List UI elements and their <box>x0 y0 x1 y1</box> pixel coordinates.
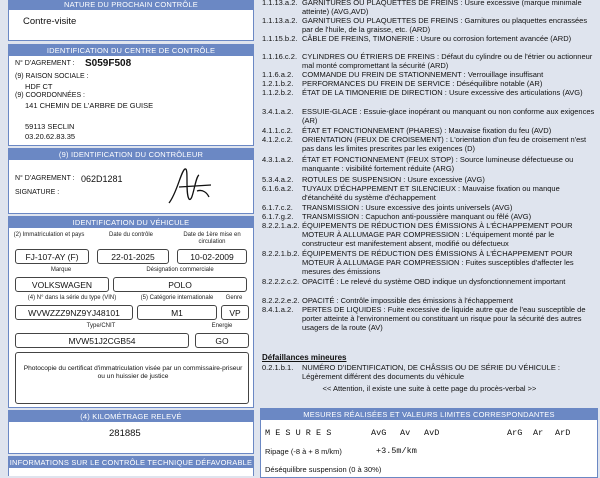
immat-field: FJ-107-AY (F) <box>15 249 89 264</box>
mesures-label: M E S U R E S <box>265 428 332 438</box>
genre-label: Genre <box>225 295 243 301</box>
photocopie-text: Photocopie du certificat d'immatriculation visée par un commissaire-priseur ou un huissier de justice <box>23 365 243 380</box>
defect-code: 1.1.6.a.2. <box>262 70 294 79</box>
mesures-panel <box>260 408 598 478</box>
defect-code: 1.1.16.c.2. <box>262 52 298 61</box>
mesures-col-ard: ArD <box>555 428 571 438</box>
immat-label: (2) Immatriculation et pays <box>13 232 85 238</box>
defect-text: CÂBLE DE FREINS, TIMONERIE : Usure ou corrosion fortement avancée (ARD) <box>302 34 572 43</box>
defect-text: TRANSMISSION : Capuchon anti-poussière manquant ou fêlé (AVG) <box>302 212 532 221</box>
marque-field: VOLKSWAGEN <box>15 277 109 292</box>
defect-text: ÉTAT ET FONCTIONNEMENT (FEUX STOP) : Source lumineuse défectueuse ou manquante : visibilité fortement réduite (ARG) <box>302 155 574 173</box>
defect-text: ÉTAT ET FONCTIONNEMENT (PHARES) : Mauvaise fixation du feu (AVD) <box>302 126 552 135</box>
defect-text: ÉTAT DE LA TIMONERIE DE DIRECTION : Usure excessive des articulations (AVG) <box>302 88 583 97</box>
mesures-col-arg: ArG <box>507 428 523 438</box>
vehicule-header: IDENTIFICATION DU VÉHICULE <box>9 217 253 228</box>
defect-code: 1.2.1.b.2. <box>262 79 294 88</box>
date-controle-label: Date du contrôle <box>108 232 154 238</box>
controleur-panel <box>8 148 254 214</box>
marque-label: Marque <box>50 267 72 273</box>
date-controle-field: 22-01-2025 <box>97 249 169 264</box>
ripage-label: Ripage (-8 à + 8 m/km) <box>265 447 342 456</box>
defect-line <box>262 249 597 276</box>
type-label: Type/CNIT <box>86 323 116 329</box>
defect-code: 6.1.7.g.2. <box>262 212 294 221</box>
attention-note: << Attention, il existe une suite à cette page du procès-verbal >> <box>322 384 537 393</box>
date1-field: 10-02-2009 <box>177 249 247 264</box>
defect-text: OPACITÉ : Le relevé du système OBD indique un dysfonctionnement important <box>302 277 566 286</box>
kilometrage-panel <box>8 410 254 454</box>
defect-line <box>262 221 597 248</box>
defect-line <box>262 126 597 135</box>
controleur-header: (9) IDENTIFICATION DU CONTRÔLEUR <box>9 149 253 160</box>
mesures-header: MESURES RÉALISÉES ET VALEURS LIMITES CORRESPONDANTES <box>261 409 597 420</box>
defect-code: 1.1.13.a.2. <box>262 0 298 7</box>
defect-code: 8.2.2.2.e.2. <box>262 296 300 305</box>
mesures-col-av: Av <box>400 428 411 438</box>
defect-text: ÉQUIPEMENTS DE RÉDUCTION DES ÉMISSIONS À L'ÉCHAPPEMENT POUR MOTEUR À ALLUMAGE PAR COMPRESSION : L'équipement monté par le constructeur est manifestement absent, modifié ou défectueux <box>302 221 573 248</box>
raison-sociale-label: (9) RAISON SOCIALE : <box>15 73 89 80</box>
infos-defavorable-header: INFORMATIONS SUR LE CONTRÔLE TECHNIQUE DÉFAVORABLE <box>9 458 253 467</box>
defect-line <box>262 175 597 184</box>
mineure-line <box>262 363 597 381</box>
categorie-label: (5) Catégorie internationale <box>140 295 214 301</box>
mesures-col-avg: AvG <box>371 428 387 438</box>
photocopie-box <box>15 352 249 404</box>
defect-line <box>262 277 597 286</box>
ripage-value: +3.5m/km <box>376 446 417 456</box>
defect-code: 1.1.13.a.2. <box>262 16 298 25</box>
centre-phone: 03.20.62.83.35 <box>25 132 76 141</box>
defect-line <box>262 184 597 202</box>
defect-text: COMMANDE DU FREIN DE STATIONNEMENT : Verrouillage insuffisant <box>302 70 544 79</box>
centre-header: IDENTIFICATION DU CENTRE DE CONTRÔLE <box>9 45 253 56</box>
defect-line <box>262 0 597 16</box>
defect-code: 4.1.1.c.2. <box>262 126 293 135</box>
defect-text: PERTES DE LIQUIDES : Fuite excessive de liquide autre que de l'eau susceptible de porter atteinte à l'environnement ou constituant un risque pour la sécurité des autres usagers de la route (AV) <box>302 305 586 332</box>
mineure-text: NUMÉRO D'IDENTIFICATION, DE CHÂSSIS OU DE SÉRIE DU VÉHICULE : Légèrement différent des documents du véhicule <box>302 363 560 381</box>
energie-field: GO <box>195 333 249 348</box>
defect-text: PERFORMANCES DU FREIN DE SERVICE : Déséquilibre notable (AR) <box>302 79 543 88</box>
defect-code: 8.2.2.2.c.2. <box>262 277 300 286</box>
energie-label: Energie <box>211 323 233 329</box>
defect-line <box>262 107 597 125</box>
defect-code: 1.1.15.b.2. <box>262 34 298 43</box>
coordonnees-label: (9) COORDONNÉES : <box>15 92 86 99</box>
defect-code: 3.4.1.a.2. <box>262 107 294 116</box>
centre-postal: 59113 SECLIN <box>25 122 75 131</box>
defect-code: 8.2.2.1.b.2. <box>262 249 300 258</box>
mesures-col-avd: AvD <box>424 428 440 438</box>
defect-text: GARNITURES OU PLAQUETTES DE FREINS : Garnitures ou plaquettes encrassées par de l'huile, de la graisse, etc. (ARD) <box>302 16 588 34</box>
defect-line <box>262 212 597 221</box>
prochain-controle-panel <box>8 0 254 41</box>
defect-line <box>262 155 597 173</box>
defect-text: GARNITURES OU PLAQUETTES DE FREINS : Usure excessive (marque minimale atteinte) (AVG,AVD) <box>302 0 582 16</box>
defect-code: 6.1.7.c.2. <box>262 203 293 212</box>
defect-line <box>262 34 597 43</box>
defect-line <box>262 70 597 79</box>
centre-agrement-label: N° D'AGREMENT : <box>15 60 75 67</box>
defect-code: 6.1.6.a.2. <box>262 184 294 193</box>
defect-text: ÉQUIPEMENTS DE RÉDUCTION DES ÉMISSIONS À L'ÉCHAPPEMENT POUR MOTEUR À ALLUMAGE PAR COMPRESSION : Fuites susceptibles d'affecter les mesures des émissions <box>302 249 574 276</box>
defect-text: ESSUIE-GLACE : Essuie-glace inopérant ou manquant ou non conforme aux exigences (AR) <box>302 107 595 125</box>
centre-address: 141 CHEMIN DE L'ARBRE DE GUISE <box>25 101 154 110</box>
defect-line <box>262 305 597 332</box>
vin-field: WVWZZZ9NZ9YJ48101 <box>15 305 133 320</box>
defect-text: TUYAUX D'ÉCHAPPEMENT ET SILENCIEUX : Mauvaise fixation ou manque d'étanchéité du système d'échappement <box>302 184 560 202</box>
defect-code: 4.1.2.c.2. <box>262 135 293 144</box>
next-measure-label: Déséquilibre suspension (0 à 30%) <box>265 465 382 474</box>
prochain-controle-value: Contre-visite <box>23 16 77 27</box>
defect-text: TRANSMISSION : Usure excessive des joints universels (AVG) <box>302 203 513 212</box>
designation-label: Désignation commerciale <box>146 267 214 273</box>
genre-field: VP <box>221 305 249 320</box>
centre-agrement-value: S059F508 <box>85 58 132 69</box>
defect-line <box>262 296 597 305</box>
defect-line <box>262 16 597 34</box>
vehicule-panel <box>8 216 254 408</box>
mineure-code: 0.2.1.b.1. <box>262 363 294 372</box>
defect-line <box>262 203 597 212</box>
controleur-agrement-label: N° D'AGREMENT : <box>15 175 75 182</box>
signature-label: SIGNATURE : <box>15 189 60 196</box>
defect-line <box>262 88 597 97</box>
controleur-agrement-value: 062D1281 <box>81 174 123 184</box>
prochain-controle-header: NATURE DU PROCHAIN CONTRÔLE <box>9 0 253 10</box>
categorie-field: M1 <box>137 305 217 320</box>
defect-code: 1.1.2.b.2. <box>262 88 294 97</box>
infos-defavorable-panel <box>8 456 254 476</box>
vin-label: (4) N° dans la série du type (VIN) <box>27 295 117 301</box>
designation-field: POLO <box>113 277 247 292</box>
defect-code: 8.2.2.1.a.2. <box>262 221 300 230</box>
type-field: MVW51J2CGB54 <box>15 333 189 348</box>
signature-image <box>159 163 219 209</box>
kilometrage-header: (4) KILOMÉTRAGE RELEVÉ <box>9 411 253 422</box>
defect-text: ORIENTATION (FEUX DE CROISEMENT) : L'orientation d'un feu de croisement n'est pas dans les limites prescrites par les exigences (D) <box>302 135 587 153</box>
mineures-title: Défaillances mineures <box>262 353 347 362</box>
mesures-col-ar: Ar <box>533 428 544 438</box>
raison-sociale-value: HDF CT <box>25 82 53 91</box>
defect-text: ROTULES DE SUSPENSION : Usure excessive (AVG) <box>302 175 485 184</box>
defect-line <box>262 79 597 88</box>
defect-text: CYLINDRES OU ÉTRIERS DE FREINS : Défaut du cylindre ou de l'étrier ou actionneur mal monté compromettant la sécurité (ARD) <box>302 52 593 70</box>
date1-label: Date de 1ère mise en circulation <box>183 232 241 245</box>
defect-code: 8.4.1.a.2. <box>262 305 294 314</box>
centre-panel <box>8 44 254 146</box>
defect-line <box>262 135 597 153</box>
defect-code: 5.3.4.a.2. <box>262 175 294 184</box>
defect-line <box>262 52 597 70</box>
kilometrage-value: 281885 <box>109 428 141 439</box>
defect-text: OPACITÉ : Contrôle impossible des émissions à l'échappement <box>302 296 513 305</box>
defect-code: 4.3.1.a.2. <box>262 155 294 164</box>
